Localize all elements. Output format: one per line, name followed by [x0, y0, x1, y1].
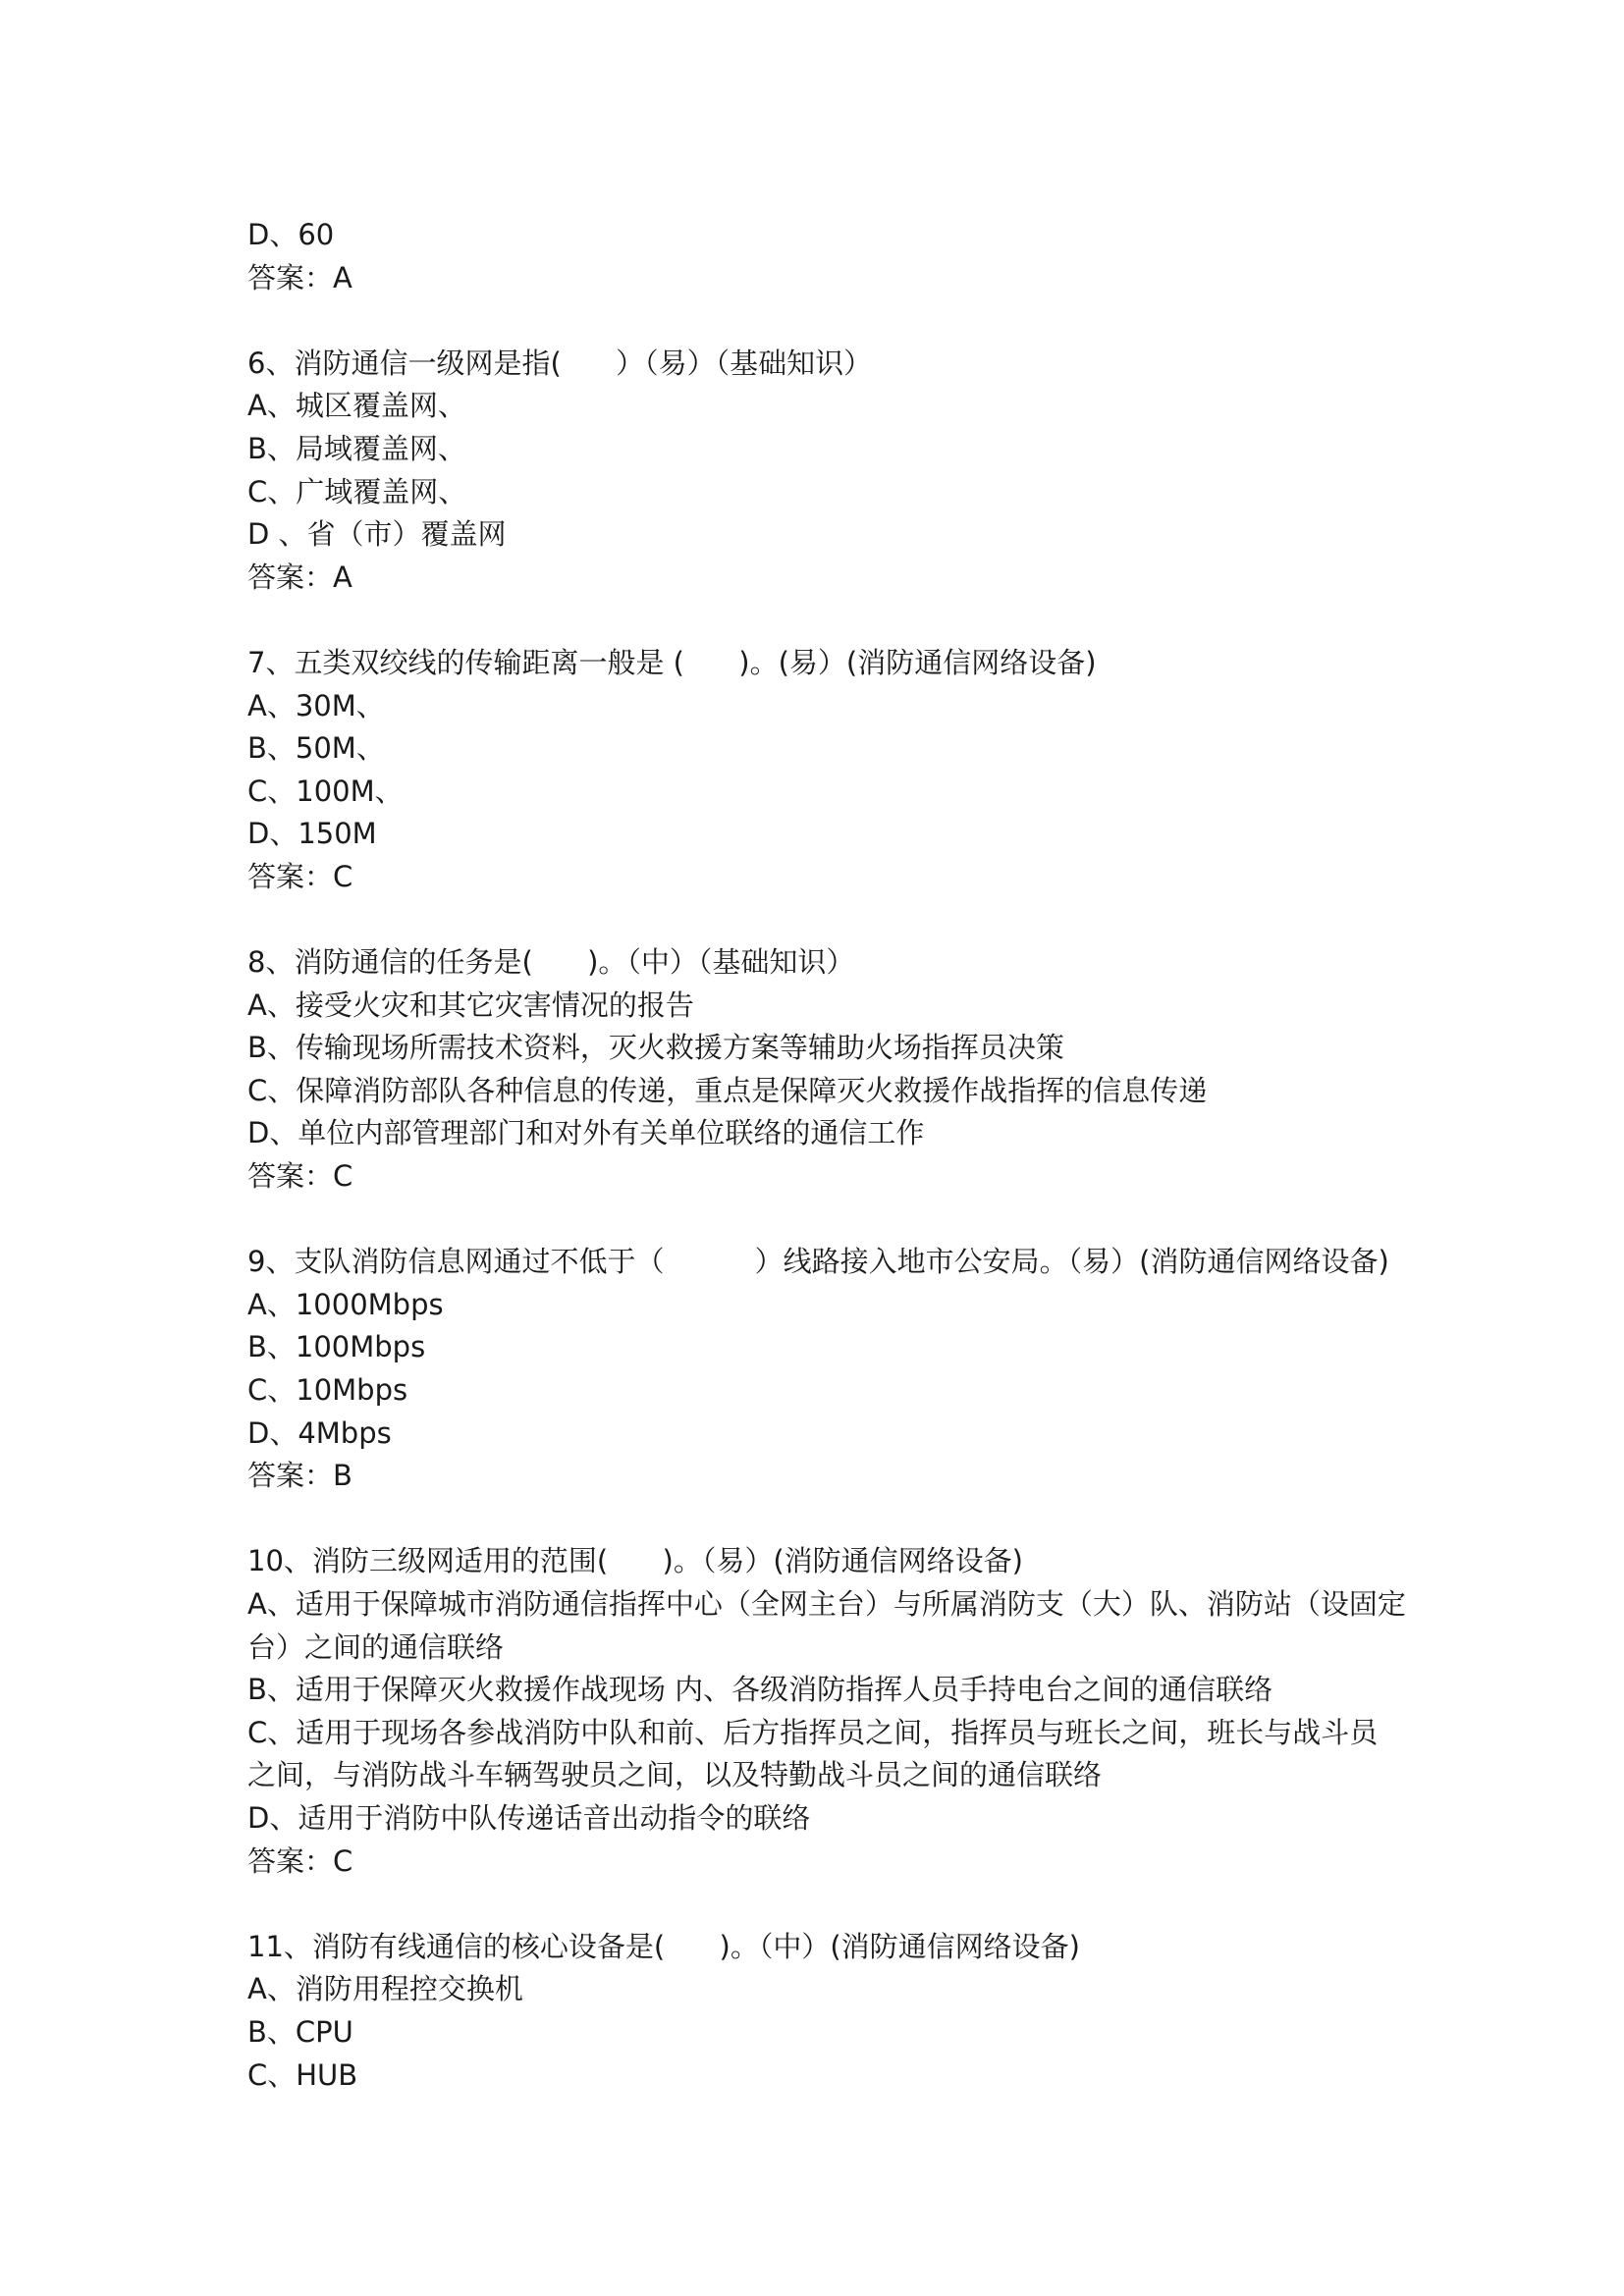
option-d: D、60 [247, 218, 335, 251]
option-b: B、50M、 [247, 731, 385, 766]
question-10 [247, 1540, 1406, 1883]
option-c: C、广域覆盖网、 [247, 474, 467, 508]
option-d: D、适用于消防中队传递话音出动指令的联络 [247, 1800, 811, 1835]
spacer [247, 1498, 1406, 1541]
question-stem: 11、消防有线通信的核心设备是( )。（中）(消防通信网络设备) [247, 1929, 1080, 1963]
option-c: C、适用于现场各参战消防中队和前、后方指挥员之间，指挥员与班长之间，班长与战斗员之间，与消防战斗车辆驾驶员之间，以及特勤战斗员之间的通信联络 [247, 1715, 1379, 1792]
option-a: A、1000Mbps [247, 1287, 444, 1321]
option-d: D 、省（市）覆盖网 [247, 517, 507, 552]
option-d: D、单位内部管理部门和对外有关单位联络的通信工作 [247, 1116, 925, 1150]
option-a: A、30M、 [247, 688, 385, 722]
option-b: B、传输现场所需技术资料，灭火救援方案等辅助火场指挥员决策 [247, 1031, 1064, 1065]
option-c: C、100M、 [247, 774, 404, 808]
question-8 [247, 941, 1406, 1199]
answer: 答案：A [247, 560, 352, 594]
spacer [247, 1199, 1406, 1242]
answer: 答案：C [247, 1159, 353, 1194]
option-b: B、适用于保障灭火救援作战现场 内、各级消防指挥人员手持电台之间的通信联络 [247, 1673, 1273, 1707]
question-11 [247, 1926, 1406, 2097]
option-a: A、接受火灾和其它灾害情况的报告 [247, 988, 694, 1022]
spacer [247, 1883, 1406, 1926]
question-6 [247, 343, 1406, 600]
question-7 [247, 642, 1406, 899]
answer: 答案：B [247, 1459, 352, 1493]
option-b: B、100Mbps [247, 1330, 426, 1364]
option-c: C、10Mbps [247, 1373, 408, 1408]
question-5-fragment [247, 214, 1406, 299]
option-d: D、4Mbps [247, 1415, 392, 1450]
question-stem: 8、消防通信的任务是( )。（中）（基础知识） [247, 945, 855, 980]
question-stem: 9、支队消防信息网通过不低于（ ）线路接入地市公安局。（易）(消防通信网络设备) [247, 1245, 1389, 1279]
option-c: C、HUB [247, 2057, 358, 2092]
question-stem: 7、五类双绞线的传输距离一般是 ( )。(易）(消防通信网络设备) [247, 645, 1097, 679]
question-stem: 10、消防三级网适用的范围( )。（易）(消防通信网络设备) [247, 1544, 1023, 1578]
option-a: A、消防用程控交换机 [247, 1972, 523, 2006]
option-b: B、CPU [247, 2014, 353, 2049]
option-a: A、城区覆盖网、 [247, 389, 466, 423]
answer: 答案：A [247, 260, 352, 294]
answer: 答案：C [247, 1843, 353, 1878]
option-b: B、局域覆盖网、 [247, 431, 466, 465]
question-9 [247, 1241, 1406, 1498]
document-page [247, 214, 1406, 2097]
spacer [247, 599, 1406, 642]
option-d: D、150M [247, 817, 377, 851]
answer: 答案：C [247, 859, 353, 893]
spacer [247, 299, 1406, 343]
option-a: A、适用于保障城市消防通信指挥中心（全网主台）与所属消防支（大）队、消防站（设固定台）之间的通信联络 [247, 1587, 1406, 1664]
spacer [247, 899, 1406, 942]
question-stem: 6、消防通信一级网是指( ）（易）（基础知识） [247, 346, 873, 380]
option-c: C、保障消防部队各种信息的传递，重点是保障灭火救援作战指挥的信息传递 [247, 1073, 1208, 1107]
